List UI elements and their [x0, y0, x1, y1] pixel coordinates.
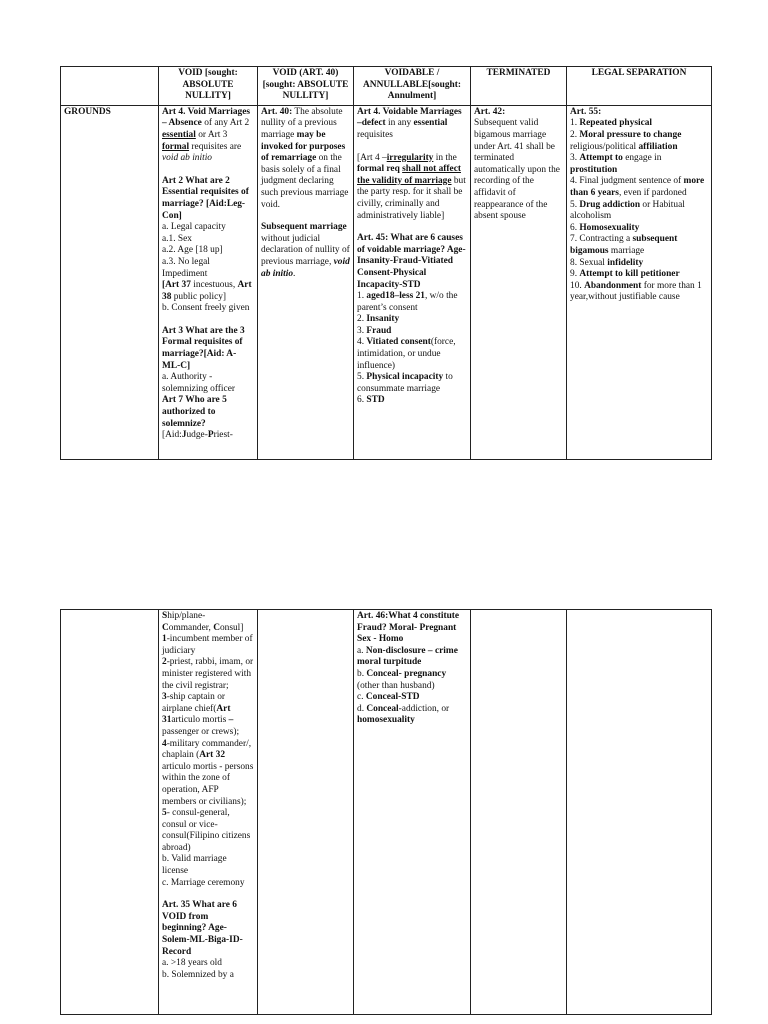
text-run: in the [433, 152, 457, 163]
text-run: 2. [357, 314, 367, 325]
cell-paragraph [357, 291, 467, 314]
text-run: 3. [570, 153, 580, 164]
cell-paragraph [357, 337, 467, 372]
text-run: hip/plane- [167, 611, 206, 621]
text-run: S [162, 611, 168, 621]
text-run: subsequent bigamous [570, 234, 678, 256]
cell-paragraph [474, 107, 563, 119]
text-run: Art. 40: [261, 106, 293, 117]
text-run: 4. [357, 337, 367, 348]
text-run: b. Valid marriage license [162, 854, 227, 877]
cell-paragraph [474, 118, 563, 222]
text-run: prostitution [570, 164, 618, 175]
text-run: b. Solemnized by a [162, 969, 234, 980]
text-run: essential [162, 129, 196, 140]
text-run: a. Authority - solemnizing officer [162, 372, 235, 394]
requisites-table-continued [60, 609, 712, 1015]
text-run: formal [162, 141, 190, 152]
cell-paragraph [162, 634, 254, 657]
text-run: of any Art 2 [201, 118, 250, 129]
text-run: a. >18 years old [162, 958, 222, 969]
cell-paragraph [570, 281, 708, 304]
cell-paragraph [162, 692, 254, 738]
cell-paragraph [162, 222, 254, 234]
legal-separation-continued-cell [567, 610, 712, 1015]
text-run: 2. [570, 129, 580, 140]
paragraph-gap [162, 889, 254, 900]
text-run: Art 2 What are 2 Essential requisites of marriage? [Aid:Leg-Con] [162, 175, 249, 221]
text-run: Art. 46:What 4 constitute Fraud? Moral- Pregnant Sex - Homo [357, 611, 460, 645]
text-run: incestuous, [190, 280, 238, 291]
text-run: Repeated physical [579, 118, 653, 129]
cell-paragraph [162, 958, 254, 970]
cell-paragraph [162, 176, 254, 222]
cell-paragraph [570, 118, 708, 130]
grounds-row [61, 105, 712, 459]
text-run: or Art 3 [195, 129, 228, 140]
text-run: Conceal [366, 703, 399, 714]
cell-paragraph [357, 692, 467, 704]
text-run: on the basis solely of a final judgment declaring such previous marriage void. [261, 153, 349, 210]
text-run: 4 [162, 738, 167, 749]
text-run: Vitiated consent [366, 337, 431, 348]
void-art40-continued-cell [258, 610, 354, 1015]
text-run: 5 [162, 808, 167, 819]
text-run: riest- [213, 430, 233, 441]
voidable-continued-cell [354, 610, 471, 1015]
cell-paragraph [162, 430, 254, 442]
text-run: Insanity [366, 314, 400, 325]
cell-paragraph [162, 854, 254, 877]
text-run: – [228, 715, 234, 726]
text-run: requisites [357, 129, 393, 140]
text-run: The absolute nullity of a previous marriage [261, 106, 343, 140]
text-run: Art 31 [162, 703, 231, 726]
paragraph-gap [261, 211, 350, 222]
cell-paragraph [357, 326, 467, 338]
text-run: 1 [162, 634, 167, 645]
text-run: Abandonment [584, 280, 642, 291]
cell-paragraph [162, 372, 254, 395]
cell-paragraph [570, 223, 708, 235]
text-run: shall not affect the validity of marriage [357, 164, 461, 186]
text-run: , even if pardoned [618, 187, 687, 198]
header-void-art40: VOID (ART. 40) [sought: ABSOLUTE NULLITY] [258, 67, 354, 106]
text-run: a. Legal capacity [162, 222, 226, 233]
text-run: or Habitual alcoholism [570, 199, 685, 222]
cell-paragraph [570, 153, 708, 176]
text-run: religious/political [570, 141, 639, 152]
header-row [61, 67, 712, 106]
cell-paragraph [570, 200, 708, 223]
void-art40-grounds-cell [258, 105, 354, 459]
cell-paragraph [357, 107, 467, 142]
text-run: 7. Contracting a [570, 234, 633, 245]
text-run: essential [413, 118, 448, 129]
paragraph-gap [357, 222, 467, 233]
cell-paragraph [162, 326, 254, 372]
text-run: 10. [570, 280, 585, 291]
text-run: Art 38 [162, 280, 252, 302]
cell-paragraph [570, 107, 708, 119]
text-run: onsul] [219, 622, 244, 633]
text-run: void ab initio [162, 153, 212, 164]
text-run: C [162, 622, 169, 633]
text-run: ommander, [168, 622, 214, 633]
cell-paragraph [357, 233, 467, 291]
cell-paragraph [162, 245, 254, 257]
cell-paragraph [357, 669, 467, 692]
paragraph-gap [357, 142, 467, 153]
text-run: 1. [570, 118, 580, 129]
text-run: 6. [570, 222, 580, 233]
text-run: without judicial declaration of nullity of previous marriage, [261, 233, 350, 267]
text-run: 4. Final judgment sentence of [570, 176, 684, 187]
text-run: (force, intimidation, or undue influence) [357, 337, 456, 371]
paragraph-gap [162, 165, 254, 176]
text-run: [Art 37 [162, 280, 191, 291]
cell-paragraph [162, 970, 254, 982]
text-run: Subsequent marriage [261, 222, 347, 233]
text-run: a.1. Sex [162, 233, 192, 244]
text-run: Art 32 [199, 750, 226, 761]
text-run: 2 [162, 657, 167, 668]
terminated-grounds-cell [471, 105, 567, 459]
text-run: udge- [186, 430, 208, 441]
voidable-grounds-cell [354, 105, 471, 459]
text-run: - consul-general, consul or vice-consul(Filipino citizens abroad) [162, 808, 251, 853]
cell-paragraph [357, 372, 467, 395]
text-run: 9. [570, 269, 580, 280]
text-run: 1. [357, 291, 367, 302]
text-run: in any [385, 118, 414, 129]
text-run: Homosexuality [579, 222, 640, 233]
text-run: infidelity [607, 257, 644, 268]
text-run: Drug addiction [579, 199, 641, 210]
text-run: Art. 35 What are 6 VOID from beginning? Age-Solem-ML-Biga-ID-Record [162, 900, 243, 957]
cell-paragraph [357, 646, 467, 669]
text-run: -incumbent member of judiciary [162, 634, 253, 656]
continued-row [61, 610, 712, 1015]
text-run: Art 7 Who are 5 authorized to solemnize? [162, 395, 227, 429]
cell-paragraph [570, 258, 708, 270]
text-run: (other than husband) [357, 680, 435, 691]
text-run: engage in [622, 153, 662, 164]
cell-paragraph [162, 657, 254, 692]
text-run: Conceal- pregnancy [366, 668, 447, 679]
text-run: [Art 4 – [357, 152, 387, 163]
text-run: Attempt to [579, 153, 623, 164]
text-run: c. [357, 692, 366, 703]
cell-paragraph [162, 611, 254, 623]
text-run: Art 4. Voidable Marriages –defect [357, 106, 462, 129]
cell-paragraph [162, 303, 254, 315]
cell-paragraph [162, 107, 254, 165]
text-run: C [213, 622, 220, 633]
text-run: aged18–less 21 [366, 291, 425, 302]
cell-paragraph [570, 130, 708, 153]
cell-paragraph [357, 314, 467, 326]
text-run: Absence [168, 118, 202, 129]
cell-paragraph [162, 739, 254, 809]
cell-paragraph [357, 704, 467, 727]
cell-paragraph [357, 611, 467, 646]
text-run: -ship captain or airplane chief( [162, 692, 226, 714]
text-run: more than 6 years [570, 176, 705, 198]
text-run: Conceal-STD [365, 692, 420, 703]
text-run: Art. 45: What are 6 causes of voidable marriage? Age-Insanity-Fraud-Vitiated Consent-Physical Incapacity-STD [357, 233, 466, 290]
cell-paragraph [357, 395, 467, 407]
text-run: irregularity [386, 152, 434, 163]
text-run: b. [357, 668, 367, 679]
text-run: P [207, 430, 214, 441]
text-run: articulo mortis [171, 715, 229, 726]
text-run: public policy] [171, 291, 227, 302]
cell-paragraph [162, 623, 254, 635]
void-continued-cell [159, 610, 258, 1015]
text-run: Art 4. Void Marriages – [162, 106, 251, 129]
text-run: d. [357, 703, 367, 714]
header-blank [61, 67, 159, 106]
text-run: to consummate marriage [357, 372, 453, 394]
text-run: 8. Sexual [570, 257, 608, 268]
text-run: a.2. Age [18 up] [162, 245, 223, 256]
text-run: 3 [162, 692, 167, 703]
text-run: -priest, rabbi, imam, or minister registered with the civil registrar; [162, 657, 254, 691]
text-run: formal req [357, 164, 400, 175]
text-run: -military commander/, chaplain ( [162, 738, 252, 761]
text-run: Non-disclosure – crime moral turpitude [357, 645, 458, 668]
text-run: STD [366, 395, 385, 406]
text-run: may be invoked for purposes of remarriage [261, 129, 346, 164]
header-legal-separation: LEGAL SEPARATION [567, 67, 712, 106]
terminated-continued-cell [471, 610, 567, 1015]
text-run: J [181, 430, 187, 441]
cell-paragraph [162, 900, 254, 958]
text-run: Attempt to kill petitioner [579, 269, 680, 280]
continued-label-cell [61, 610, 159, 1015]
cell-paragraph [162, 280, 254, 303]
text-run: . [293, 268, 296, 279]
text-run: passenger or crews); [162, 726, 240, 737]
text-run: Art 3 What are the 3 Formal requisites of marriage?[Aid: A-ML-C] [162, 325, 245, 371]
cell-paragraph [570, 176, 708, 199]
text-run: requisites are [189, 141, 242, 152]
text-run: homosexuality [357, 715, 415, 726]
text-run: 5. [357, 372, 367, 383]
text-run: -addiction, or [398, 703, 450, 714]
text-run: a. [357, 645, 366, 656]
text-run: [Aid: [162, 430, 182, 441]
text-run: Art. 55: [570, 106, 602, 117]
text-run: c. Marriage ceremony [162, 877, 245, 888]
text-run: 6. [357, 395, 367, 406]
header-voidable: VOIDABLE / ANNULLABLE[sought: Annulment] [354, 67, 471, 106]
text-run: Physical incapacity [366, 372, 444, 383]
cell-paragraph [261, 107, 350, 211]
cell-paragraph [162, 878, 254, 890]
cell-paragraph [162, 808, 254, 854]
text-run: marriage [608, 245, 645, 256]
header-terminated: TERMINATED [471, 67, 567, 106]
requisites-table-top [60, 66, 712, 460]
text-run: but the party resp. for it shall be civilly, criminally and administratively liable] [357, 175, 466, 221]
cell-paragraph [357, 153, 467, 223]
void-grounds-cell [159, 105, 258, 459]
cell-paragraph [261, 222, 350, 280]
paragraph-gap [162, 315, 254, 326]
text-run: 5. [570, 199, 580, 210]
cell-paragraph [162, 257, 254, 280]
text-run: affiliation [638, 141, 678, 152]
text-run: Art. 42: [474, 106, 506, 117]
cell-paragraph [570, 269, 708, 281]
text-run: Fraud [366, 325, 392, 336]
text-run: b. Consent freely given [162, 303, 250, 314]
cell-paragraph [570, 234, 708, 257]
text-run: void ab initio [261, 256, 350, 279]
text-run: for more than 1 year,without justifiable cause [570, 280, 702, 303]
text-run: articulo mortis - persons within the zone of operation, AFP members or civilians); [162, 761, 254, 807]
grounds-label: GROUNDS [61, 105, 159, 459]
text-run: a.3. No legal Impediment [162, 256, 210, 279]
text-run: 3. [357, 325, 367, 336]
text-run: , w/o the parent’s consent [357, 291, 458, 313]
cell-paragraph [162, 395, 254, 430]
text-run: Moral pressure to change [579, 129, 682, 140]
text-run: Subsequent valid bigamous marriage under Art. 41 shall be terminated automatically upon the recording of the affidavit of reappearance of the absent spouse [474, 118, 560, 222]
cell-paragraph [162, 234, 254, 246]
legal-separation-grounds-cell [567, 105, 712, 459]
header-void: VOID [sought: ABSOLUTE NULLITY] [159, 67, 258, 106]
